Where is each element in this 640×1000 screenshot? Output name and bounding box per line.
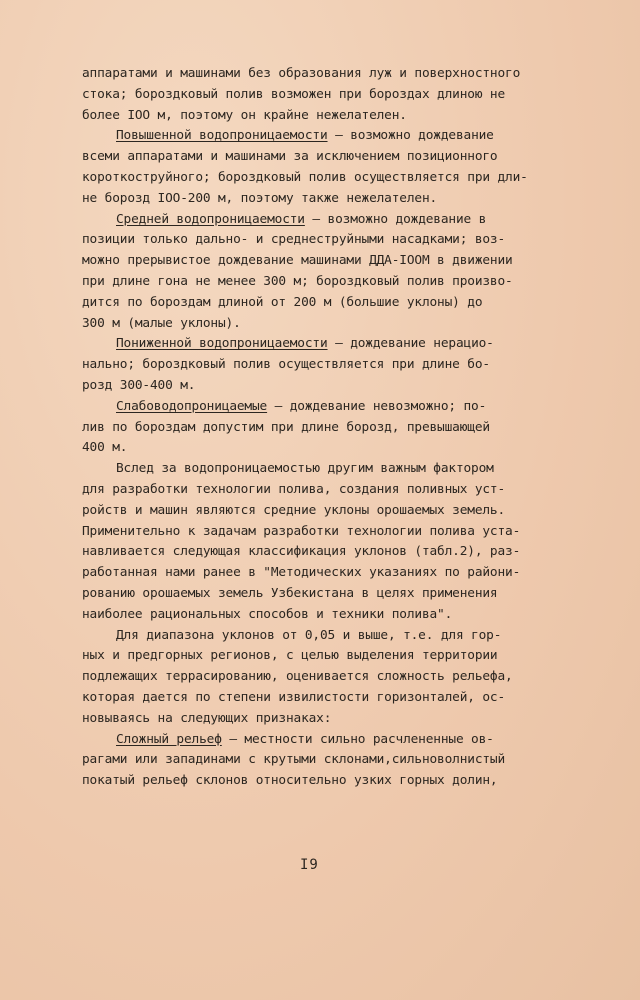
- text-line: 400 м.: [82, 440, 128, 456]
- text-line: короткоструйного; бороздковый полив осуществляется при дли-: [82, 169, 528, 185]
- text-line: более IOO м, поэтому он крайне нежелателен.: [82, 107, 407, 123]
- text-line: позиции только дально- и среднеструйными насадками; воз-: [82, 232, 506, 248]
- text-line: для разработки технологии полива, создания поливных уст-: [82, 481, 506, 497]
- text-line: [82, 397, 552, 418]
- text-line: [82, 210, 552, 231]
- category-term: Повышенной водопроницаемости: [116, 128, 328, 144]
- text-line: новываясь на следующих признаках:: [82, 710, 332, 726]
- text-line: Вслед за водопроницаемостью другим важным фактором: [116, 461, 494, 477]
- text-line-rest: – дождевание невозможно; по-: [267, 398, 487, 414]
- body-text: [82, 64, 552, 792]
- text-line: можно прерывистое дождевание машинами ДДА-IOOМ в движении: [82, 253, 513, 269]
- text-line: ройств и машин являются средние уклоны орошаемых земель.: [82, 502, 506, 518]
- text-line: ных и предгорных регионов, с целью выделения территории: [82, 648, 498, 664]
- text-line: подлежащих террасированию, оценивается сложность рельефа,: [82, 669, 513, 685]
- text-line: лив по бороздам допустим при длине борозд, превышающей: [82, 419, 490, 435]
- category-term: Средней водопроницаемости: [116, 211, 305, 227]
- text-line: [82, 730, 552, 751]
- text-line: Для диапазона уклонов от 0,05 и выше, т.е. для гор-: [116, 627, 502, 643]
- category-term: Пониженной водопроницаемости: [116, 336, 328, 352]
- text-line: рагами или западинами с крутыми склонами,сильноволнистый: [82, 752, 506, 768]
- text-line: при длине гона не менее 300 м; бороздковый полив произво-: [82, 273, 513, 289]
- text-line: дится по бороздам длиной от 200 м (большие уклоны) до: [82, 294, 483, 310]
- text-line-rest: – местности сильно расчлененные ов-: [221, 731, 494, 747]
- text-line: аппаратами и машинами без образования луж и поверхностного: [82, 66, 521, 81]
- text-line: 300 м (малые уклоны).: [82, 315, 241, 331]
- text-line: нально; бороздковый полив осуществляется при длине бо-: [82, 357, 490, 373]
- text-line: всеми аппаратами и машинами за исключением позиционного: [82, 149, 498, 165]
- category-term: Слабоводопроницаемые: [116, 398, 268, 414]
- text-line: [82, 126, 552, 147]
- text-line: Применительно к задачам разработки технологии полива уста-: [82, 523, 521, 539]
- category-term: Сложный рельеф: [116, 731, 222, 747]
- text-line: не борозд IOO-200 м, поэтому также нежелателен.: [82, 190, 438, 206]
- page-number: I9: [300, 857, 319, 873]
- text-line: навливается следующая классификация уклонов (табл.2), раз-: [82, 544, 521, 560]
- text-line: покатый рельеф склонов относительно узких горных долин,: [82, 773, 498, 789]
- text-line: рованию орошаемых земель Узбекистана в целях применения: [82, 585, 498, 601]
- text-line: розд 300-400 м.: [82, 377, 196, 393]
- text-line: работанная нами ранее в "Методических указаниях по райони-: [82, 565, 521, 581]
- text-line-rest: – дождевание нерацио-: [327, 336, 494, 352]
- text-line: [82, 334, 552, 355]
- text-line-rest: – возможно дождевание: [327, 128, 494, 144]
- text-line: которая дается по степени извилистости горизонталей, ос-: [82, 689, 506, 705]
- text-line: стока; бороздковый полив возможен при бороздах длиною не: [82, 86, 506, 102]
- text-line-rest: – возможно дождевание в: [304, 211, 487, 227]
- text-line: наиболее рациональных способов и техники полива".: [82, 606, 453, 622]
